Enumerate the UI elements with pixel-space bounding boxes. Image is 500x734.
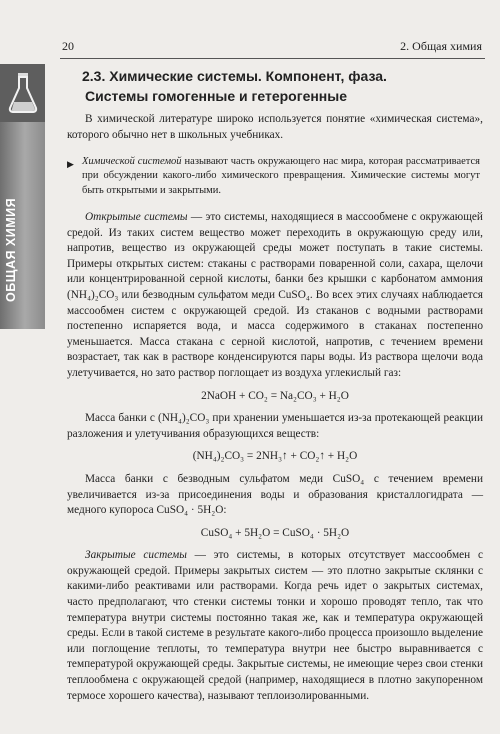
open-systems-section [67, 210, 483, 704]
side-tab-label: ОБЩАЯ ХИМИЯ [4, 197, 18, 302]
intro-text: В химической литературе широко используется понятие «химическая система», которого обычно нет в школьных учебниках. [67, 113, 483, 141]
definition-text: называют часть окружающего нас мира, которая рассматривается при обсуждении какого-либо химического превращения. Химические системы могут быть открытыми и закрытыми. [82, 156, 481, 196]
open-systems-text-3: Масса банки с безводным сульфатом меди CuSO₄ с течением времени увеличивается из-за присоединения воды и образования кристаллогидрата — медного купороса CuSO₄ · 5H₂O: [67, 472, 483, 517]
section-title [82, 66, 482, 106]
flask-icon [8, 72, 38, 114]
equation-2: (NH₄)₂CO₃ = 2NH₃↑ + CO₂↑ + H₂O [192, 450, 358, 463]
header-rule [60, 58, 485, 59]
running-title: 2. Общая химия [400, 39, 482, 53]
open-systems-text-2: Масса банки с (NH₄)₂CO₃ при хранении уменьшается из-за протекающей реакции разложения и улетучивания образующихся веществ: [67, 412, 483, 440]
definition-marker-icon: ▶ [67, 159, 74, 169]
section-title-line1: 2.3. Химические системы. Компонент, фаза. [82, 68, 387, 84]
page-number: 20 [62, 39, 74, 53]
definition-block [82, 155, 480, 198]
open-systems-text: — это системы, находящиеся в массообмене с окружающей средой. Из таких систем вещество может переходить в окружающую среду или, напротив, вещество из окружающей среды может поступать в такие системы. Примеры открытых систем: стаканы с растворами поваренной соли, сахара, щелочи или концентрированной серной кислоты, банки без крышки с карбонатом аммония (NH₄)₂CO₃ или безводным сульфатом меди CuSO₄. Во всех этих случаях наблюдается массообмен систем с окружающей средой. Из стаканов с водными растворами постепенно испаряется вода, и масса содержимого в стаканах постепенно уменьшается. Масса стакана с серной кислотой, напротив, с течением времени возрастает, так как в растворе конденсируются пары воды. Из раствора щелочи вода улетучивается, но зато раствор поглощает из воздуха углекислый газ: [67, 211, 483, 379]
closed-systems-term: Закрытые системы [85, 549, 187, 562]
section-title-line2: Системы гомогенные и гетерогенные [85, 88, 348, 104]
equation-3: CuSO₄ + 5H₂O = CuSO₄ · 5H₂O [200, 526, 350, 539]
definition-term: Химической системой [82, 156, 182, 167]
intro-paragraph [67, 112, 483, 143]
closed-systems-text: — это системы, в которых отсутствует массообмен с окружающей средой. Примеры закрытых систем — это плотно закрытые склянки с какими-либо реактивами или растворами. Когда речь идет о закрытых системах, часто предполагают, что стенки системы тонки и хорошо проводят тепло, так что температура внутри системы постоянно такая же, как и температура окружающей среды. Если в такой системе в результате какого-либо процесса произошло выделение или поглощение теплоты, то температура внутри нее быстро выравнивается с температурой окружающей среды. Закрытые системы, не имеющие через свои стенки теплообмена с окружающей средой (например, находящиеся в плотно закупоренном термосе хорошего качества), называют теплоизолированными. [67, 549, 483, 702]
equation-1: 2NaOH + CO₂ = Na₂CO₃ + H₂O [201, 389, 349, 402]
side-tab [0, 64, 45, 329]
side-tab-cap [0, 64, 45, 122]
open-systems-term: Открытые системы [85, 211, 188, 223]
